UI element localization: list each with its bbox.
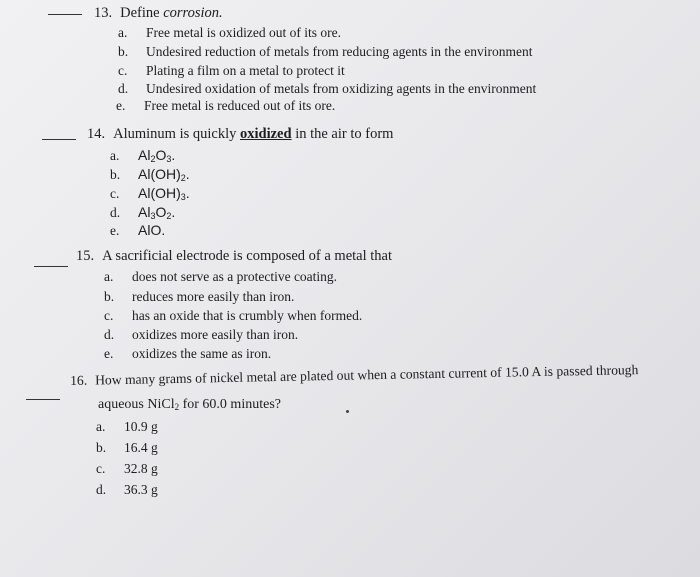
option-15e: e. oxidizes the same as iron. [104, 346, 272, 361]
question-13-term: corrosion. [163, 5, 223, 21]
question-number: 13. [94, 5, 113, 21]
option-15b: b. reduces more easily than iron. [104, 289, 295, 304]
option-14a: a. $Al_2O_3$. [110, 147, 176, 164]
stray-mark [346, 410, 349, 413]
question-14-stem: 14. Aluminum is quickly oxidized in the air to form [87, 126, 394, 142]
answer-blank-13 [48, 14, 82, 15]
option-16a: a. 10.9 g [96, 419, 158, 434]
option-15c: c. has an oxide that is crumbly when formed. [104, 308, 363, 323]
option-15a: a. does not serve as a protective coating. [104, 269, 338, 284]
option-13e: e. Free metal is reduced out of its ore. [116, 98, 336, 113]
option-15d: d. oxidizes more easily than iron. [104, 327, 299, 342]
option-16d: d. 36.3 g [96, 482, 158, 497]
emphasis-oxidized: oxidized [240, 126, 292, 142]
question-15-stem: 15. A sacrificial electrode is composed of a metal that [76, 248, 393, 264]
question-number: 15. [76, 248, 95, 264]
answer-blank-15 [34, 266, 68, 267]
question-16-stem: 16. How many grams of nickel metal are plated out when a constant current of 15.0 A is passed through [70, 362, 639, 388]
answer-blank-16 [26, 399, 60, 400]
answer-blank-14 [42, 139, 76, 140]
question-13-stem [94, 4, 223, 22]
option-14e: e. AlO. [110, 222, 166, 238]
option-13c: c. Plating a film on a metal to protect it [118, 63, 345, 78]
option-14d: d. $Al_3O_2$. [110, 204, 176, 221]
option-14b: b. $Al(OH)_2$. [110, 166, 190, 183]
question-number: 14. [87, 126, 106, 142]
question-13-stem-text: Define [120, 5, 164, 21]
option-13a: a. Free metal is oxidized out of its ore. [118, 25, 341, 40]
option-14c: c. $Al(OH)_3$. [110, 185, 190, 202]
question-16-stem-line2: aqueous NiCl$_2$ for 60.0 minutes? [98, 397, 281, 412]
option-13d: d. Undesired oxidation of metals from oxidizing agents in the environment [118, 81, 537, 96]
option-16b: b. 16.4 g [96, 440, 158, 455]
option-13b: b. Undesired reduction of metals from reducing agents in the environment [118, 44, 533, 59]
option-16c: c. 32.8 g [96, 461, 158, 476]
question-number: 16. [70, 372, 88, 388]
